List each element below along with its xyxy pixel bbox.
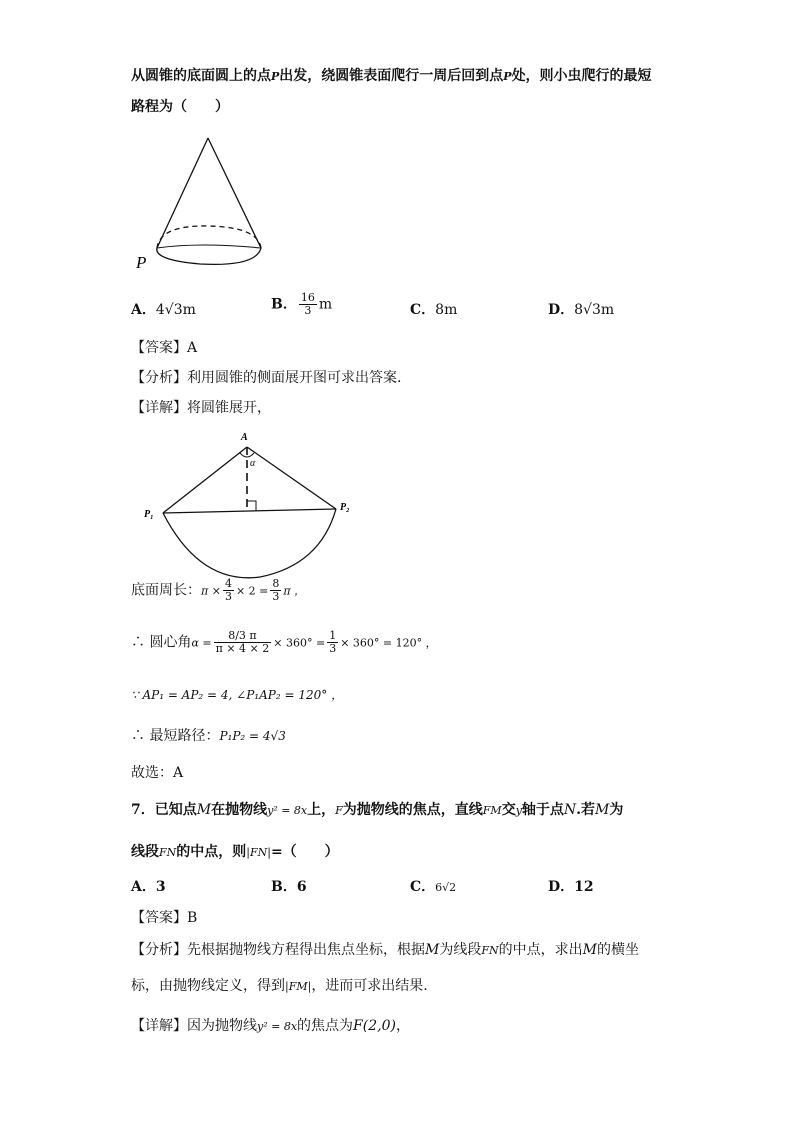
q7-option-a <box>131 877 166 897</box>
step1-frac1 <box>223 578 234 603</box>
step-expr: × 360° = 120° ， <box>340 636 437 650</box>
option-value: 12 <box>574 879 594 895</box>
cone-figure <box>130 130 270 280</box>
cone-right-edge <box>208 138 261 248</box>
q7-text: 7．已知点 <box>131 802 197 818</box>
answer-value: B <box>187 910 198 926</box>
option-label: B． <box>271 879 297 895</box>
answer-tag: 【答案】 <box>131 340 187 356</box>
q6-point-p: P <box>271 70 280 83</box>
sector-arc <box>163 509 336 578</box>
q7-text: 的中点，则 <box>176 844 247 860</box>
q7-var: M <box>595 802 610 818</box>
analysis-text: 标，由抛物线定义，得到 <box>131 978 285 994</box>
step2-frac-small <box>327 630 338 655</box>
q7-var: FN <box>481 944 499 957</box>
q7-text: .若 <box>576 802 596 818</box>
option-value: 6 <box>296 879 307 895</box>
sector-label-p2: P₂ <box>340 502 350 513</box>
option-label: A． <box>131 302 156 318</box>
step-label: ∴ 最短路径： <box>131 728 220 744</box>
q7-detail <box>131 1016 410 1037</box>
q7-answer <box>131 908 197 928</box>
sector-figure <box>140 425 370 585</box>
q6-point-p: P <box>503 70 512 83</box>
q7-option-d <box>548 877 594 897</box>
analysis-text: ，进而可求出结果. <box>311 978 428 994</box>
q6-stem-line1 <box>131 66 652 87</box>
option-value: 3 <box>155 879 166 895</box>
option-label: D． <box>548 879 575 895</box>
frac-num: 8 <box>272 577 280 590</box>
q7-option-c <box>410 877 456 898</box>
chord-p1p2 <box>163 509 336 513</box>
answer-value: A <box>187 340 198 356</box>
q7-text: 交 <box>501 802 516 818</box>
sector-right-radius <box>247 447 336 509</box>
option-value: 8m <box>435 302 458 318</box>
q7-var: |FN| <box>246 846 271 859</box>
q7-var: M <box>582 942 597 958</box>
option-label: A． <box>131 879 156 895</box>
q6-stem-text: 处，则小虫爬行的最短 <box>511 68 652 84</box>
option-label: D． <box>548 302 575 318</box>
q7-stem-line2 <box>131 842 339 863</box>
detail-text: ， <box>395 1018 410 1034</box>
option-b-fraction <box>299 292 317 317</box>
q7-var: FN <box>159 846 177 859</box>
option-unit: m <box>318 296 333 313</box>
frac-den: 3 <box>272 590 280 603</box>
right-angle-mark <box>247 501 256 511</box>
q7-eq: y² = 8x <box>257 1020 298 1033</box>
q7-var: FM <box>482 804 502 817</box>
frac-den: 3 <box>224 590 232 603</box>
q7-focus: F(2,0) <box>353 1018 396 1034</box>
step-expr: × 360° = <box>273 636 326 650</box>
q7-text: 为 <box>609 802 624 818</box>
q6-step2 <box>131 630 437 655</box>
cone-base-rim <box>157 245 261 248</box>
step-expr: α = <box>191 636 212 650</box>
cone-base-front <box>157 248 261 264</box>
q7-var: M <box>196 802 212 818</box>
step-label: 底面周长： <box>131 582 201 599</box>
analysis-text: 为线段 <box>439 942 482 958</box>
sector-left-radius <box>163 447 247 513</box>
detail-text: 因为抛物线 <box>187 1018 257 1034</box>
q6-choose: 故选：A <box>131 765 184 781</box>
frac-den: 3 <box>329 642 337 655</box>
q6-analysis <box>131 368 401 388</box>
frac-num: 8/3 π <box>214 630 272 643</box>
sector-label-p1: P₁ <box>144 509 154 520</box>
q6-option-d <box>548 300 614 320</box>
q7-text: 为抛物线的焦点，直线 <box>342 802 483 818</box>
sector-label-alpha: α <box>250 458 256 469</box>
frac-num: 16 <box>300 291 315 304</box>
q7-text: 轴于点 <box>521 802 564 818</box>
detail-text: 将圆锥展开， <box>187 400 271 416</box>
step-expr: × 2 = <box>235 584 269 598</box>
q7-var: N <box>563 802 577 818</box>
cone-left-edge <box>157 138 208 248</box>
q7-text: 线段 <box>131 844 159 860</box>
option-value: 6√2 <box>435 881 457 894</box>
step-expr: π ， <box>283 584 306 598</box>
cone-label-p: P <box>136 253 147 272</box>
q7-analysis-line2 <box>131 976 428 997</box>
option-label: B． <box>271 296 297 313</box>
q6-stem-text: 出发，绕圆锥表面爬行一周后回到点 <box>279 68 504 84</box>
q6-stem-line2: 路程为（ ） <box>131 99 229 115</box>
q6-detail <box>131 398 271 418</box>
analysis-tag: 【分析】 <box>131 370 187 386</box>
detail-tag: 【详解】 <box>131 1018 187 1034</box>
step-expr: P₁P₂ = 4√3 <box>219 729 286 743</box>
q7-text: 上， <box>307 802 336 818</box>
q6-stem-text: 从圆锥的底面圆上的点 <box>131 68 271 84</box>
q7-var: F <box>335 804 343 817</box>
q6-answer <box>131 338 197 358</box>
detail-text: 的焦点为 <box>297 1018 354 1034</box>
option-value: 4√3m <box>155 302 196 318</box>
analysis-text: 的横坐 <box>596 942 639 958</box>
q7-var: M <box>425 942 440 958</box>
frac-den: π × 4 × 2 <box>215 642 270 655</box>
option-value: 8√3m <box>574 302 615 318</box>
q7-var: |FM| <box>285 980 312 993</box>
q6-step1 <box>131 578 305 603</box>
q7-analysis-line1 <box>131 940 639 961</box>
analysis-text: 的中点，求出 <box>498 942 583 958</box>
q7-eq: y² = 8x <box>267 804 308 817</box>
detail-tag: 【详解】 <box>131 400 187 416</box>
option-label: C． <box>410 302 436 318</box>
q7-text: 在抛物线 <box>211 802 268 818</box>
q7-option-b <box>271 877 307 897</box>
q6-option-a <box>131 300 196 320</box>
q6-step4 <box>131 726 286 746</box>
analysis-text: 利用圆锥的侧面展开图可求出答案. <box>187 370 402 386</box>
q6-option-b <box>271 292 332 317</box>
step-label: ∴ 圆心角 <box>131 634 192 651</box>
step-expr: π × <box>201 584 221 598</box>
answer-tag: 【答案】 <box>131 910 187 926</box>
analysis-tag: 【分析】 <box>131 942 187 958</box>
frac-num: 4 <box>224 577 232 590</box>
frac-den: 3 <box>304 304 312 317</box>
analysis-text: 先根据抛物线方程得出焦点坐标，根据 <box>187 942 425 958</box>
q7-text: =（ ） <box>270 844 339 860</box>
q7-stem-line1 <box>131 800 623 821</box>
sector-label-a: A <box>241 432 248 443</box>
step2-frac-big <box>214 630 272 655</box>
step1-frac2 <box>270 578 281 603</box>
q6-step3: ∵ AP₁ = AP₂ = 4, ∠P₁AP₂ = 120° ， <box>131 688 344 702</box>
q7-var: y <box>515 804 522 817</box>
option-label: C． <box>410 879 436 895</box>
q6-option-c <box>410 300 457 320</box>
frac-num: 1 <box>329 629 337 642</box>
